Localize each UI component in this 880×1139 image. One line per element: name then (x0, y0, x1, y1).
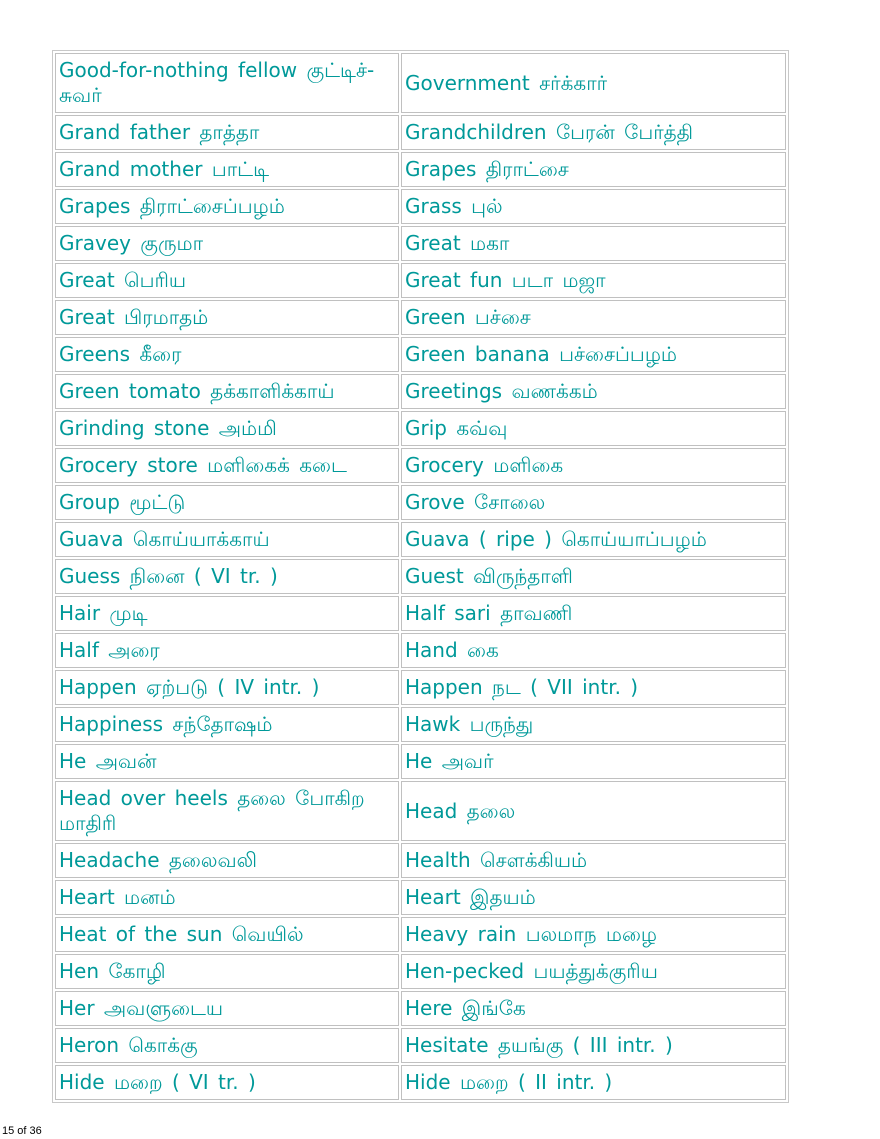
dictionary-table (52, 50, 789, 1103)
table-row (55, 917, 786, 952)
page-counter: 15 of 36 (2, 1125, 42, 1137)
table-row (55, 115, 786, 150)
table-row (55, 880, 786, 915)
entry-right: Hesitate தயங்கு ( III intr. ) (401, 1028, 786, 1063)
entry-left: Grand mother பாட்டி (55, 152, 399, 187)
entry-left: Hide மறை ( VI tr. ) (55, 1065, 399, 1100)
entry-right: Guava ( ripe ) கொய்யாப்பழம் (401, 522, 786, 557)
entry-left: Greens கீரை (55, 337, 399, 372)
entry-left: Good-for-nothing fellow குட்டிச்-சுவர் (55, 53, 399, 113)
table-row (55, 53, 786, 113)
entry-left: Guess நினை ( VI tr. ) (55, 559, 399, 594)
table-row (55, 189, 786, 224)
table-row (55, 670, 786, 705)
entry-right: Happen நட ( VII intr. ) (401, 670, 786, 705)
entry-right: Heavy rain பலமாந மழை (401, 917, 786, 952)
table-row (55, 485, 786, 520)
entry-left: Headache தலைவலி (55, 843, 399, 878)
entry-left: Heart மனம் (55, 880, 399, 915)
entry-right: Green பச்சை (401, 300, 786, 335)
entry-right: Half sari தாவணி (401, 596, 786, 631)
entry-left: Happen ஏற்படு ( IV intr. ) (55, 670, 399, 705)
entry-left: Hair முடி (55, 596, 399, 631)
table-row (55, 337, 786, 372)
entry-left: Happiness சந்தோஷம் (55, 707, 399, 742)
table-row (55, 1065, 786, 1100)
entry-right: Green banana பச்சைப்பழம் (401, 337, 786, 372)
table-row (55, 596, 786, 631)
entry-right: Grapes திராட்சை (401, 152, 786, 187)
entry-left: Guava கொய்யாக்காய் (55, 522, 399, 557)
entry-right: Health சௌக்கியம் (401, 843, 786, 878)
entry-right: Grip கவ்வு (401, 411, 786, 446)
entry-left: Gravey குருமா (55, 226, 399, 261)
table-row (55, 300, 786, 335)
table-row (55, 1028, 786, 1063)
entry-left: Green tomato தக்காளிக்காய் (55, 374, 399, 409)
entry-right: Hide மறை ( II intr. ) (401, 1065, 786, 1100)
entry-left: Great பெரிய (55, 263, 399, 298)
entry-right: Heart இதயம் (401, 880, 786, 915)
entry-right: Head தலை (401, 781, 786, 841)
table-row (55, 781, 786, 841)
entry-left: Group மூட்டு (55, 485, 399, 520)
entry-left: Great பிரமாதம் (55, 300, 399, 335)
entry-right: Great மகா (401, 226, 786, 261)
dictionary-body (55, 53, 786, 1100)
entry-right: Greetings வணக்கம் (401, 374, 786, 409)
table-row (55, 226, 786, 261)
table-row (55, 954, 786, 989)
table-row (55, 843, 786, 878)
entry-right: Government சர்க்கார் (401, 53, 786, 113)
table-row (55, 152, 786, 187)
entry-right: Great fun படா மஜா (401, 263, 786, 298)
table-row (55, 448, 786, 483)
entry-right: He அவர் (401, 744, 786, 779)
entry-right: Guest விருந்தாளி (401, 559, 786, 594)
table-row (55, 411, 786, 446)
entry-right: Grocery மளிகை (401, 448, 786, 483)
entry-left: Grapes திராட்சைப்பழம் (55, 189, 399, 224)
table-row (55, 263, 786, 298)
entry-right: Here இங்கே (401, 991, 786, 1026)
entry-left: Her அவளுடைய (55, 991, 399, 1026)
entry-right: Grass புல் (401, 189, 786, 224)
entry-left: Hen கோழி (55, 954, 399, 989)
entry-left: Half அரை (55, 633, 399, 668)
table-row (55, 374, 786, 409)
entry-left: Heat of the sun வெயில் (55, 917, 399, 952)
table-row (55, 559, 786, 594)
entry-left: Heron கொக்கு (55, 1028, 399, 1063)
table-row (55, 991, 786, 1026)
table-row (55, 744, 786, 779)
entry-left: Grinding stone அம்மி (55, 411, 399, 446)
entry-left: Grocery store மளிகைக் கடை (55, 448, 399, 483)
entry-right: Hen-pecked பயத்துக்குரிய (401, 954, 786, 989)
table-row (55, 522, 786, 557)
entry-right: Grove சோலை (401, 485, 786, 520)
table-row (55, 707, 786, 742)
entry-right: Hawk பருந்து (401, 707, 786, 742)
table-row (55, 633, 786, 668)
entry-right: Grandchildren பேரன் பேர்த்தி (401, 115, 786, 150)
entry-left: He அவன் (55, 744, 399, 779)
entry-left: Head over heels தலை போகிற மாதிரி (55, 781, 399, 841)
entry-right: Hand கை (401, 633, 786, 668)
entry-left: Grand father தாத்தா (55, 115, 399, 150)
